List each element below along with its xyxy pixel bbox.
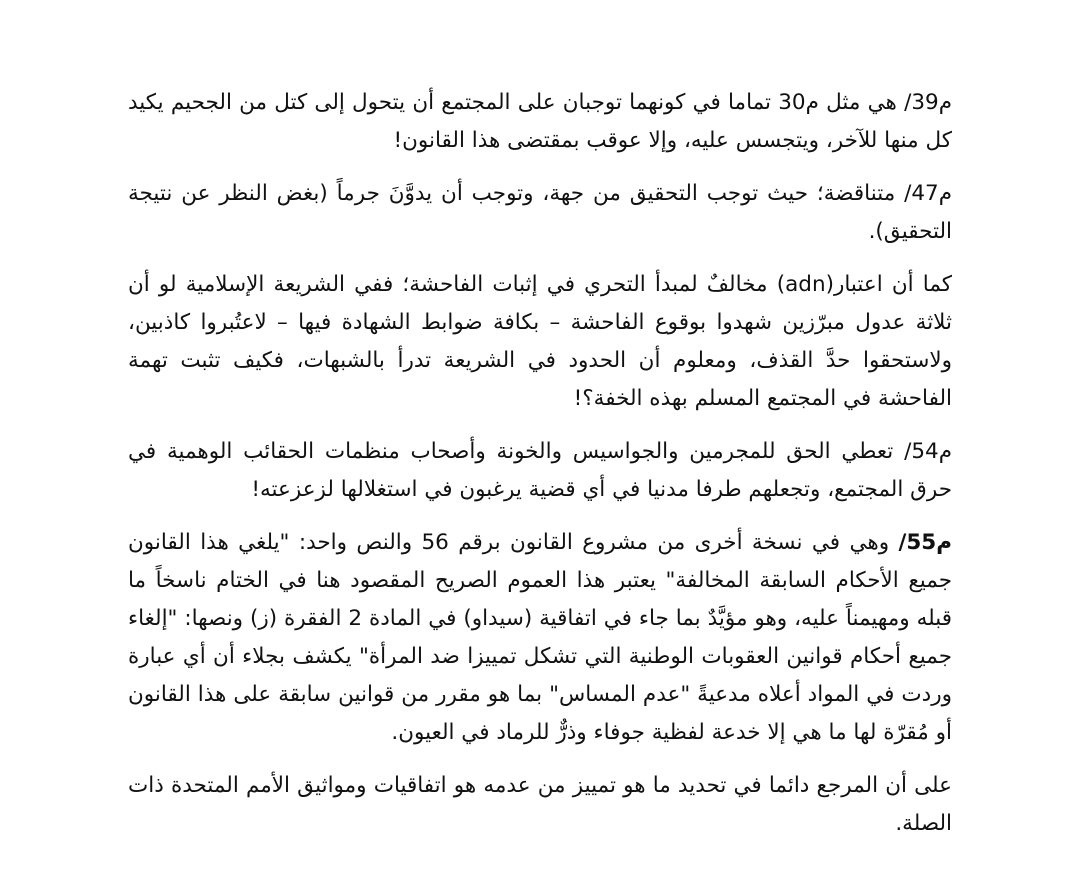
paragraph-reference [128, 767, 952, 843]
document-body [128, 84, 952, 858]
article-number: م39/ [904, 90, 952, 115]
article-number: م47/ [904, 181, 952, 206]
paragraph-article-55 [128, 524, 952, 752]
paragraph-text: على أن المرجع دائما في تحديد ما هو تمييز من عدمه هو اتفاقيات ومواثيق الأمم المتحدة ذات الصلة. [128, 773, 952, 836]
paragraph-text: هي مثل م30 تماما في كونهما توجبان على المجتمع أن يتحول إلى كتل من الجحيم يكيد كل منها للآخر، ويتجسس عليه، وإلا عوقب بمقتضى هذا القانون! [128, 90, 952, 153]
article-number: م54/ [904, 439, 952, 464]
paragraph-article-39 [128, 84, 952, 160]
paragraph-text: متناقضة؛ حيث توجب التحقيق من جهة، وتوجب أن يدوَّنَ جرماً (بغض النظر عن نتيجة التحقيق). [128, 181, 952, 244]
paragraph-adn [128, 266, 952, 418]
paragraph-article-54 [128, 433, 952, 509]
paragraph-text: وهي في نسخة أخرى من مشروع القانون برقم 56 والنص واحد: "يلغي هذا القانون جميع الأحكام السابقة المخالفة" يعتبر هذا العموم الصريح المقصود هنا في الختام ناسخاً ما قبله ومهيمناً عليه، وهو مؤيَّدٌ بما جاء في اتفاقية (سيداو) في المادة 2 الفقرة (ز) ونصها: "إلغاء جميع أحكام قوانين العقوبات الوطنية التي تشكل تمييزا ضد المرأة" يكشف بجلاء أن أي عبارة وردت في المواد أعلاه مدعيةً "عدم المساس" بما هو مقرر من قوانين سابقة على هذا القانون أو مُقرّة لها ما هي إلا خدعة لفظية جوفاء وذرٌّ للرماد في العيون. [128, 530, 952, 745]
article-number: م55/ [898, 530, 952, 555]
paragraph-text: كما أن اعتبار(adn) مخالفٌ لمبدأ التحري في إثبات الفاحشة؛ ففي الشريعة الإسلامية لو أن ثلاثة عدول مبرّزين شهدوا بوقوع الفاحشة – بكافة ضوابط الشهادة فيها – لاعتُبروا كاذبين، ولاستحقوا حدَّ القذف، ومعلوم أن الحدود في الشريعة تدرأ بالشبهات، فكيف تثبت تهمة الفاحشة في المجتمع المسلم بهذه الخفة؟! [128, 272, 952, 411]
paragraph-article-47 [128, 175, 952, 251]
paragraph-text: تعطي الحق للمجرمين والجواسيس والخونة وأصحاب منظمات الحقائب الوهمية في حرق المجتمع، وتجعلهم طرفا مدنيا في أي قضية يرغبون في استغلالها لزعزعته! [128, 439, 952, 502]
